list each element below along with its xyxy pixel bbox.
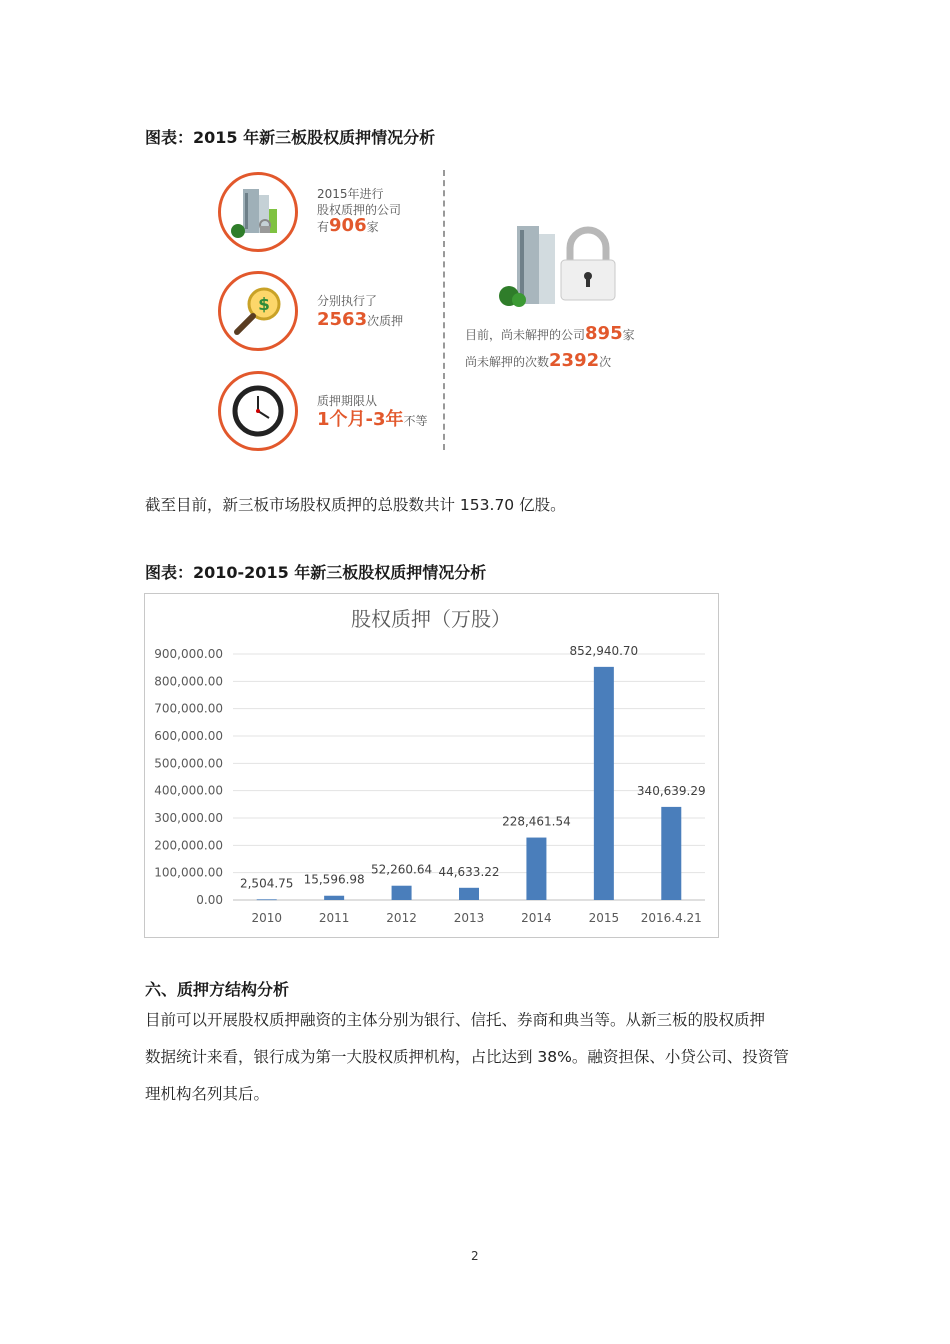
dashed-divider [443, 170, 445, 450]
item1-number: 906 [329, 215, 367, 236]
right-line2-number: 2392 [549, 350, 600, 371]
section6-line1: 目前可以开展股权质押融资的主体分别为银行、信托、券商和典当等。从新三板的股权质押 [145, 1011, 766, 1029]
section6-heading: 六、质押方结构分析 [145, 980, 290, 999]
x-tick-label: 2015 [588, 911, 620, 925]
item1-text [317, 186, 401, 235]
chart-title: 股权质押（万股） [351, 607, 511, 631]
item1-line3 [317, 215, 401, 236]
right-summary [465, 321, 635, 375]
y-tick-label: 0.00 [196, 893, 223, 907]
building-lock-icon [495, 220, 630, 315]
section6-line3: 理机构名列其后。 [145, 1085, 270, 1103]
item1-line2: 股权质押的公司 [317, 203, 402, 217]
data-label-2013: 44,633.22 [438, 864, 500, 879]
bar-2012 [392, 886, 412, 900]
section6-paragraph [145, 1002, 810, 1113]
right-line2-suffix: 次 [599, 355, 612, 369]
data-label-2015: 852,940.70 [569, 643, 639, 658]
x-tick-label: 2012 [386, 911, 417, 925]
bar-2016.4.21 [661, 807, 681, 900]
building-circle [218, 172, 298, 252]
x-tick-label: 2013 [453, 911, 485, 925]
data-labels [240, 644, 706, 890]
item3-suffix: 不等 [403, 414, 428, 428]
right-line1-number: 895 [585, 323, 623, 344]
page-number: 2 [471, 1249, 479, 1263]
bar-2010 [257, 899, 277, 900]
item2-line1: 分别执行了 [317, 294, 378, 308]
grid-lines [233, 654, 705, 900]
data-label-2010: 2,504.75 [239, 876, 294, 891]
bar-2015 [594, 667, 614, 900]
item2-number: 2563 [317, 309, 368, 330]
data-label-2011: 15,596.98 [303, 872, 365, 887]
y-tick-label: 900,000.00 [154, 647, 223, 661]
y-tick-label: 600,000.00 [154, 729, 223, 743]
item1-prefix: 有 [317, 220, 330, 234]
y-tick-label: 400,000.00 [154, 783, 223, 798]
y-axis-ticks [154, 647, 223, 907]
x-axis-ticks [251, 911, 701, 925]
magnifier-circle [218, 271, 298, 351]
bar-2013 [459, 888, 479, 900]
right-line2-text: 尚未解押的次数 [465, 355, 550, 369]
data-label-2014: 228,461.54 [502, 814, 571, 829]
total-shares-text: 截至目前，新三板市场股权质押的总股数共计 153.70 亿股。 [145, 496, 566, 514]
y-tick-label: 300,000.00 [154, 811, 223, 825]
pledge-bar-chart [144, 593, 719, 938]
pledge-infographic [210, 165, 690, 460]
chart-svg [145, 594, 718, 937]
item2-line2 [317, 309, 404, 330]
building-icon [221, 175, 295, 249]
x-tick-label: 2011 [318, 911, 350, 925]
data-label-2016.4.21: 340,639.29 [636, 783, 706, 798]
item3-range: 1个月-3年 [317, 409, 404, 430]
clock-icon [221, 374, 295, 448]
figure1-title: 图表：2015 年新三板股权质押情况分析 [145, 128, 436, 147]
bar-2014 [526, 838, 546, 900]
item2-suffix: 次质押 [367, 314, 404, 328]
svg-text:$: $ [258, 295, 270, 315]
y-tick-label: 800,000.00 [154, 674, 223, 689]
y-tick-label: 700,000.00 [154, 701, 223, 716]
y-tick-label: 500,000.00 [154, 756, 223, 771]
x-tick-label: 2016.4.21 [640, 911, 702, 925]
right-line1 [465, 321, 635, 348]
x-tick-label: 2014 [521, 911, 552, 925]
magnifier-dollar-icon [221, 274, 295, 348]
right-line1-suffix: 家 [622, 328, 635, 342]
item1-suffix: 家 [366, 220, 379, 234]
clock-circle [218, 371, 298, 451]
y-tick-label: 100,000.00 [154, 865, 223, 880]
right-line1-text: 目前，尚未解押的公司 [465, 328, 586, 342]
item3-line1: 质押期限从 [317, 394, 378, 408]
item3-text [317, 393, 428, 429]
y-tick-label: 200,000.00 [154, 838, 223, 853]
right-line2 [465, 348, 635, 375]
figure2-title: 图表：2010-2015 年新三板股权质押情况分析 [145, 563, 487, 582]
x-tick-label: 2010 [251, 911, 282, 925]
item1-line1: 2015年进行 [317, 187, 384, 201]
bar-2011 [324, 896, 344, 900]
item2-text [317, 293, 403, 329]
section6-line2: 数据统计来看，银行成为第一大股权质押机构，占比达到 38%。融资担保、小贷公司、投资管 [145, 1048, 789, 1066]
item3-line2 [317, 409, 428, 430]
data-label-2012: 52,260.64 [371, 862, 433, 877]
